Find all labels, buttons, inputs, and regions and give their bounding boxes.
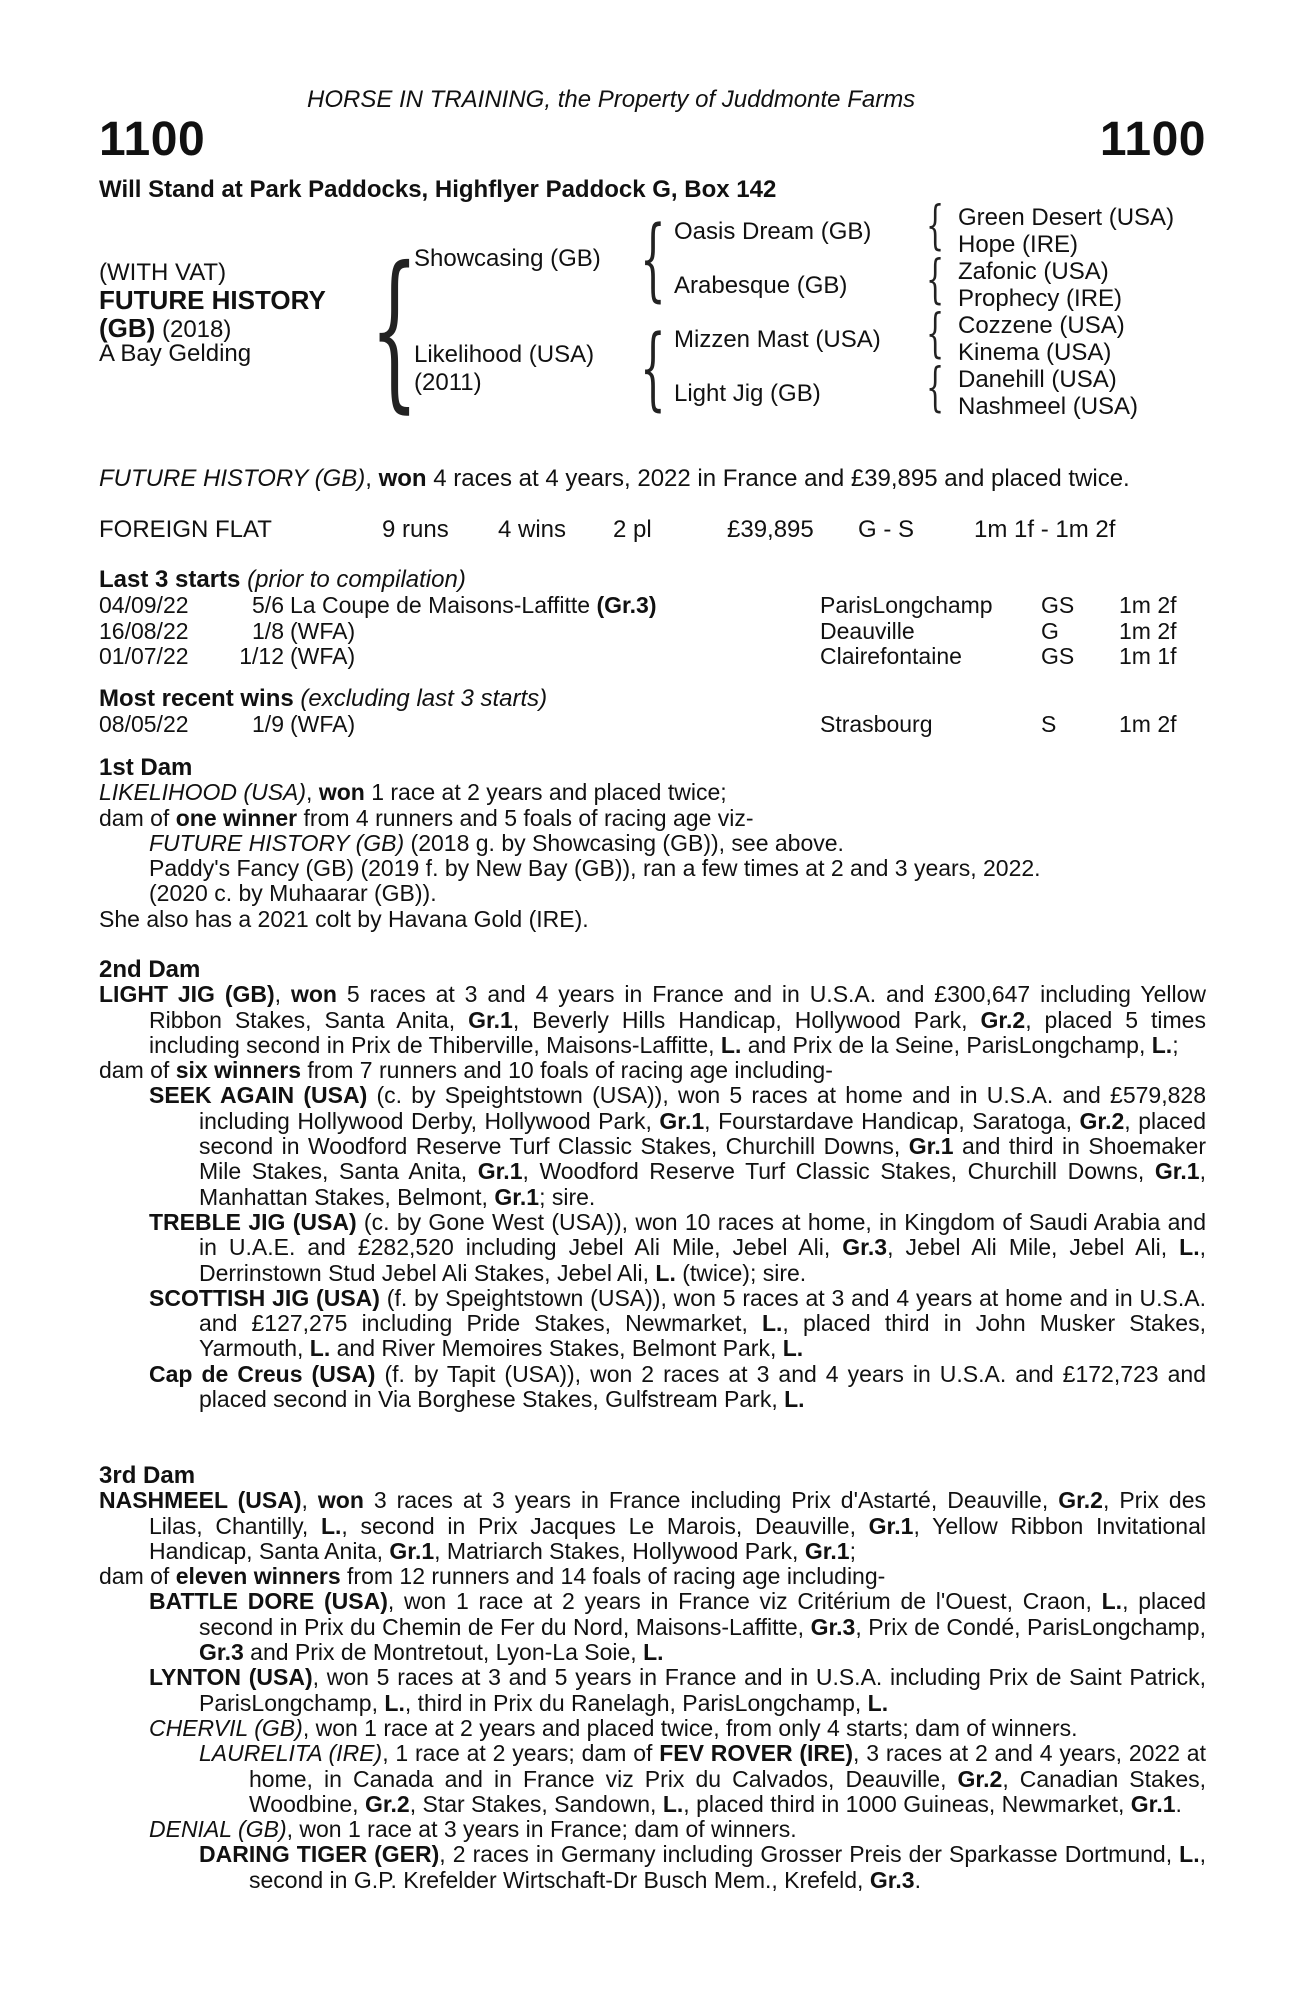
text-run: , won 1 race at 2 years and placed twice, from only 4 starts; dam of winners. [302,1714,1078,1741]
text-run: and River Memoires Stakes, Belmont Park, [330,1335,783,1362]
text-run: Gr.3 [199,1639,244,1666]
text-run: , Manhattan Stakes, Belmont, [199,1158,1206,1210]
gg-sire-2: Zafonic (USA) [958,258,1109,285]
last-starts-heading [99,566,466,594]
race-race: (WFA) [290,643,356,669]
text-run: L. [320,1512,342,1539]
text-run: LAURELITA (IRE) [199,1740,383,1767]
text-run: Cap de Creus (USA) [149,1360,376,1387]
dam: Likelihood (USA) [414,341,595,368]
text-run: SCOTTISH JIG (USA) [149,1284,380,1311]
gg-sire-1: Green Desert (USA) [958,204,1175,231]
text-run: , Prix de Condé, ParisLongchamp, [855,1613,1206,1640]
text-run: Gr.3 [842,1234,888,1261]
first-dam-line: LIKELIHOOD (USA), won 1 race at 2 years and placed twice; [99,779,727,806]
vat-note: (WITH VAT) [99,259,227,286]
text-run: , 1 race at 2 years; dam of [382,1740,660,1767]
recent-wins-title: Most recent wins [99,685,294,712]
text-run: CHERVIL (GB) [149,1714,303,1741]
dam-year: (2011) [414,369,482,396]
race-pos: 5/6 [252,592,284,618]
text-run: and Prix de la Seine, ParisLongchamp, [741,1031,1152,1058]
stats-distance: 1m 1f - 1m 2f [974,516,1116,543]
text-run: dam of [99,1057,176,1084]
text-run: Gr.1 [659,1107,705,1134]
race-course: ParisLongchamp [820,592,993,618]
text-run: won [317,1487,364,1514]
text-run: , placed third in 1000 Guineas, Newmarket, [683,1790,1131,1817]
race-summary: FUTURE HISTORY (GB), won 4 races at 4 years, 2022 in France and £39,895 and placed twice. [99,465,1130,492]
text-run: L. [720,1031,742,1058]
text-run: , Canadian Stakes, Woodbine, [249,1765,1207,1817]
produce-text: (2018 g. by Showcasing (GB)), see above. [404,829,844,856]
text-run: DENIAL (GB) [149,1816,287,1843]
text-run: Gr.1 [494,1183,540,1210]
stats-going: G - S [858,516,915,543]
sire-sire: Oasis Dream (GB) [674,218,872,245]
text-run: L. [1151,1031,1173,1058]
text-run: Gr.1 [868,1512,914,1539]
text-run: , third in Prix du Ranelagh, ParisLongchamp, [404,1689,868,1716]
first-dam-produce-line [99,806,1206,831]
sire: Showcasing (GB) [414,245,601,272]
produce-item: (2020 c. by Muhaarar (GB)). [149,880,437,907]
produce-item [99,1716,1206,1741]
race-date: 08/05/22 [99,711,189,737]
brace-dd: { [926,358,945,418]
race-row [0,592,1314,618]
text-run: L. [1179,1234,1200,1261]
text-run: Gr.1 [908,1133,954,1160]
text-run: Gr.1 [389,1537,435,1564]
second-dam-produce-line [99,1058,1206,1083]
text-run: , second in Prix Jacques Le Marois, Deauville, [341,1512,869,1539]
gg-dam-3: Kinema (USA) [958,339,1112,366]
dam-sire: Mizzen Mast (USA) [674,326,881,353]
text-run: , Woodford Reserve Turf Classic Stakes, Churchill Downs, [522,1158,1155,1185]
text-run: L. [867,1689,889,1716]
text-run: Gr.3 [869,1866,915,1893]
text-run: 5 races at 3 and 4 years in France and in U.S.A. and £300,647 including Yellow Ribbon Stakes, Santa Anita, [149,981,1207,1033]
text-run: Gr.2 [957,1765,1003,1792]
text-run: , 3 races at 2 and 4 years, 2022 at home, in Canada and in France viz Prix du Calvados, Deauville, [249,1740,1206,1792]
text-run: dam of [99,1563,176,1590]
text-run: eleven winners [175,1563,341,1590]
summary-won: won [378,465,427,492]
text-run: , won 1 race at 2 years in France viz Critérium de l'Ouest, Craon, [387,1588,1102,1615]
text-run: , Matriarch Stakes, Hollywood Park, [434,1537,805,1564]
horse-country: (GB) [99,313,156,343]
text-run: Gr.1 [1130,1790,1176,1817]
text-run: (c. by Speightstown (USA)), won 5 races at home and in U.S.A. and £579,828 including Hollywood Derby, Hollywood Park, [199,1082,1206,1134]
text-run: L. [1179,1841,1200,1868]
text-run: Gr.2 [1058,1487,1103,1514]
text-run: (c. by Gone West (USA)), won 10 races at home, in Kingdom of Saudi Arabia and in U.A.E. and £282,520 including Jebel Ali Mile, Jebel Ali, [199,1208,1206,1261]
summary-text: 4 races at 4 years, 2022 in France and £39,895 and placed twice. [426,465,1130,492]
race-race: La Coupe de Maisons-Laffitte [290,592,597,618]
text-run: six winners [175,1057,301,1084]
text-run: L. [662,1790,684,1817]
produce-item [99,831,1206,856]
text-run: Gr.1 [1154,1158,1200,1185]
text-run: , placed second in Prix du Chemin de Fer du Nord, Maisons-Laffitte, [199,1588,1206,1640]
race-dist: 1m 1f [1119,643,1177,669]
text: from 4 runners and 5 foals of racing age viz- [297,804,754,831]
second-dam-record: LIGHT JIG (GB), won 5 races at 3 and 4 years in France and in U.S.A. and £300,647 including Yellow Ribbon Stakes, Santa Anita, Gr.1, Beverly Hills Handicap, Hollywood Park, Gr.2, placed 5 times including second in Prix de Thiberville, Maisons-Laffitte, L. and Prix de la Seine, ParisLongchamp, L.; [99,981,1207,1058]
gg-sire-3: Cozzene (USA) [958,312,1125,339]
text-run: DARING TIGER (GER) [199,1841,440,1868]
text-run: , 2 races in Germany including Grosser Preis der Sparkasse Dortmund, [439,1841,1180,1868]
text-run: Gr.2 [1079,1107,1125,1134]
text-run: (f. by Tapit (USA)), won 2 races at 3 and 4 years in U.S.A. and £172,723 and placed second in Via Borghese Stakes, Gulfstream Park, [199,1360,1206,1413]
stats-runs: 9 runs [382,516,449,543]
text-run: , Prix des Lilas, Chantilly, [149,1487,1207,1539]
text-run: , Jebel Ali Mile, Jebel Ali, [887,1234,1180,1261]
text-run: 3 races at 3 years in France including Prix d'Astarté, Deauville, [363,1487,1059,1514]
text-run: Gr.2 [364,1790,410,1817]
text-run: TREBLE JIG (USA) [149,1208,357,1235]
race-course: Strasbourg [820,711,933,737]
race-race: (WFA) [290,617,356,644]
race-row [0,711,1314,737]
race-course: Clairefontaine [820,643,962,669]
race-race: (WFA) [290,711,356,737]
race-row [0,618,1314,644]
gg-dam-4: Nashmeel (USA) [958,393,1139,420]
race-dist: 1m 2f [1119,711,1177,737]
race-pos: 1/12 [239,643,284,669]
race-going: GS [1041,592,1075,618]
stats-label: FOREIGN FLAT [99,516,272,543]
first-dam-heading: 1st Dam [99,754,193,781]
brace-sire: { [640,207,666,312]
text-run: , Star Stakes, Sandown, [409,1790,663,1817]
recent-wins-note: (excluding last 3 starts) [293,685,548,712]
text-run: from 12 runners and 14 foals of racing age including- [340,1563,886,1590]
text-run: , Fourstardave Handicap, Saratoga, [704,1107,1080,1134]
gg-dam-1: Hope (IRE) [958,231,1079,258]
race-going: S [1041,711,1057,737]
produce-name: FUTURE HISTORY (GB) [149,829,405,856]
race-course: Deauville [820,617,915,644]
winner-count: one winner [175,804,298,831]
text-run: ; [1172,1031,1179,1058]
text-run: , placed third in John Musker Stakes, Yarmouth, [199,1310,1206,1362]
text-run: , Beverly Hills Handicap, Hollywood Park, [512,1006,981,1033]
text-run: ; sire. [539,1183,596,1210]
text-run: , Yellow Ribbon Invitational Handicap, Santa Anita, [149,1512,1206,1564]
third-dam-heading: 3rd Dam [99,1462,196,1489]
text-run: . [914,1866,921,1893]
produce-item [99,1210,1206,1286]
produce-item [99,1842,1206,1893]
first-dam-record: 1 race at 2 years and placed twice; [364,779,727,806]
text-run: Gr.3 [810,1613,856,1640]
text-run: Gr.1 [468,1006,513,1033]
produce-item [99,1589,1206,1665]
text-run: Gr.2 [980,1006,1026,1033]
text: dam of [99,804,176,831]
summary-horse-name: FUTURE HISTORY (GB) [99,465,366,492]
produce-item: Paddy's Fancy (GB) (2019 f. by New Bay (GB)), ran a few times at 2 and 3 years, 2022. [149,855,1041,882]
text-run: BATTLE DORE (USA) [149,1588,388,1615]
text-run: won [290,981,337,1008]
first-dam-section [99,755,1206,932]
produce-item [99,1286,1206,1362]
text-run: Gr.1 [804,1537,850,1564]
second-dam-heading: 2nd Dam [99,956,201,983]
text-run: , won 5 races at 3 and 5 years in France and in U.S.A. including Prix de Saint Patrick, ParisLongchamp, [199,1664,1207,1716]
race-pos: 1/8 [252,617,284,644]
catalogue-header: HORSE IN TRAINING, the Property of Juddmonte Farms [307,86,916,113]
text-run: , won 1 race at 3 years in France; dam of winners. [286,1816,797,1843]
text-run: LYNTON (USA) [149,1664,313,1691]
race-dist: 1m 2f [1119,617,1177,644]
race-going: G [1041,617,1059,644]
text-run: FEV ROVER (IRE) [659,1740,854,1767]
produce-item [99,1083,1206,1209]
text-run: LIGHT JIG (GB) [99,981,275,1008]
text-run: L. [643,1639,664,1666]
produce-item [99,1817,1206,1842]
text-run: Gr.1 [477,1158,523,1185]
horse-description: A Bay Gelding [99,340,252,367]
text-run: L. [782,1335,804,1362]
text-run: and Prix de Montretout, Lyon-La Soie, [243,1639,644,1666]
race-date: 16/08/22 [99,617,189,644]
race-pos: 1/9 [252,711,284,737]
produce-item [99,1362,1206,1413]
foreign-flat-stats [0,516,1314,544]
third-dam-record: NASHMEEL (USA), won 3 races at 3 years in France including Prix d'Astarté, Deauville, Gr.2, Prix des Lilas, Chantilly, L., second in Prix Jacques Le Marois, Deauville, Gr.1, Yellow Ribbon Invitational Handicap, Santa Anita, Gr.1, Matriarch Stakes, Hollywood Park, Gr.1; [99,1487,1207,1564]
text-run: L. [655,1259,676,1286]
second-dam-section [99,957,1206,1412]
race-row [0,643,1314,669]
stand-location: Will Stand at Park Paddocks, Highflyer Paddock G, Box 142 [99,176,777,203]
brace-ds: { [926,304,945,364]
brace-dam: { [640,316,666,421]
last-starts-note: (prior to compilation) [240,566,466,593]
text-run: . [1175,1790,1182,1817]
race-going: GS [1041,643,1075,669]
horse-name: FUTURE HISTORY [99,285,326,315]
text-run: and third in Shoemaker Mile Stakes, Santa Anita, [199,1133,1207,1185]
produce-item [99,1665,1206,1716]
dam-dam: Light Jig (GB) [674,380,821,407]
last-starts-title: Last 3 starts [99,566,241,593]
text-run: , placed second in Woodford Reserve Turf Classic Stakes, Churchill Downs, [199,1107,1206,1160]
text-run: L. [784,1386,805,1413]
stats-earnings: £39,895 [727,516,814,543]
lot-number-right: 1100 [1099,113,1206,166]
sire-dam: Arabesque (GB) [674,272,848,299]
race-date: 04/09/22 [99,592,189,618]
brace-sd: { [926,250,945,310]
gg-sire-4: Danehill (USA) [958,366,1117,393]
text-run: from 7 runners and 10 foals of racing age including- [301,1057,833,1084]
gg-dam-2: Prophecy (IRE) [958,285,1123,312]
text-run: , placed 5 times including second in Prix de Thiberville, Maisons-Laffitte, [149,1006,1206,1058]
third-dam-section [99,1463,1206,1893]
text-run: , Derrinstown Stud Jebel Ali Stakes, Jebel Ali, [199,1234,1207,1286]
text-run: (f. by Speightstown (USA)), won 5 races at 3 and 4 years at home and in U.S.A. and £127,275 including Pride Stakes, Newmarket, [199,1284,1206,1337]
text-run: NASHMEEL (USA) [99,1487,302,1514]
first-dam-name: LIKELIHOOD (USA) [99,779,307,806]
third-dam-produce-line [99,1564,1206,1589]
recent-wins-heading [99,685,547,713]
lot-number-left: 1100 [99,113,206,166]
race-grade: (Gr.3) [596,592,657,618]
text-run: (twice); sire. [675,1259,807,1286]
text-run: , second in G.P. Krefelder Wirtschaft-Dr Busch Mem., Krefeld, [249,1841,1206,1893]
race-name-wrap [290,592,657,619]
race-date: 01/07/22 [99,643,189,669]
race-dist: 1m 2f [1119,592,1177,618]
text-run: L. [761,1310,783,1337]
text-run: L. [384,1689,405,1716]
horse-year: (2018) [155,316,232,343]
text-run: SEEK AGAIN (USA) [149,1082,368,1109]
produce-item [99,1741,1206,1817]
first-dam-note: She also has a 2021 colt by Havana Gold (IRE). [99,905,589,932]
text-run: ; [849,1537,856,1564]
stats-placed: 2 pl [613,516,652,543]
text-run: L. [1101,1588,1123,1615]
brace-gen1: { [370,231,419,429]
first-dam-won: won [318,779,365,806]
text-run: L. [309,1335,331,1362]
stats-wins: 4 wins [498,516,567,543]
brace-ss: { [926,196,945,256]
